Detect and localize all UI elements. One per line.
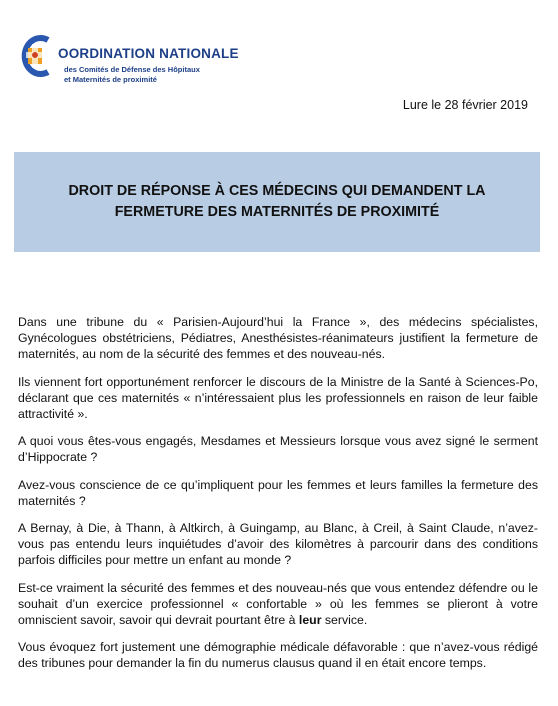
org-subtitle-line-1: des Comités de Défense des Hôpitaux [64,65,200,74]
letter-body [18,314,538,683]
emphasis-word: leur [298,613,322,628]
paragraph: A quoi vous êtes-vous engagés, Mesdames et Messieurs lorsque vous avez signé le serment d’Hippocrate ? [18,434,538,465]
paragraph: Dans une tribune du « Parisien-Aujourd’hui la France », des médecins spécialistes, Gynécologues obstétriciens, Pédiatres, Anesthésistes-réanimateurs justifient la fermeture de maternités, au nom de la sécurité des femmes et des nouveau-nés. [18,315,538,362]
paragraph: A Bernay, à Die, à Thann, à Altkirch, à Guingamp, au Blanc, à Creil, à Saint Claude, n’avez-vous pas entendu leurs inquiétudes d’avoir des kilomètres à parcourir dans des conditions parfois difficiles pour mettre un enfant au monde ? [18,521,538,568]
paragraph: Avez-vous conscience de ce qu’impliquent pour les femmes et leurs familles la fermeture des maternités ? [18,477,538,508]
org-subtitle [64,65,200,85]
paragraph: Vous évoquez fort justement une démographie médicale défavorable : que n’avez-vous rédigé des tribunes pour demander la fin du numerus clausus quand il en était encore temps. [18,640,538,671]
org-subtitle-line-2: et Maternités de proximité [64,75,157,84]
document-title [68,181,485,223]
org-name: OORDINATION NATIONALE [58,46,239,61]
title-line-1: DROIT DE RÉPONSE À CES MÉDECINS QUI DEMANDENT LA [68,183,486,199]
coordination-logo-icon [18,34,54,78]
paragraph [18,580,538,629]
title-line-2: FERMETURE DES MATERNITÉS DE PROXIMITÉ [114,204,440,220]
paragraph-text: Est-ce vraiment la sécurité des femmes et des nouveau-nés que vous entendez défendre ou le souhait d’un exercice professionnel « confortable » où les femmes se plieront à votre omniscient savoir, savoir qui devrait pourtant être à [18,580,538,628]
paragraph: Ils viennent fort opportunément renforcer le discours de la Ministre de la Santé à Sciences-Po, déclarant que ces maternités « n’intéressaient plus les professionnels en raison de leur faible attractivité ». [18,374,538,422]
letter-date: Lure le 28 février 2019 [402,98,528,112]
title-banner [14,152,540,252]
paragraph-text: service. [321,613,368,628]
